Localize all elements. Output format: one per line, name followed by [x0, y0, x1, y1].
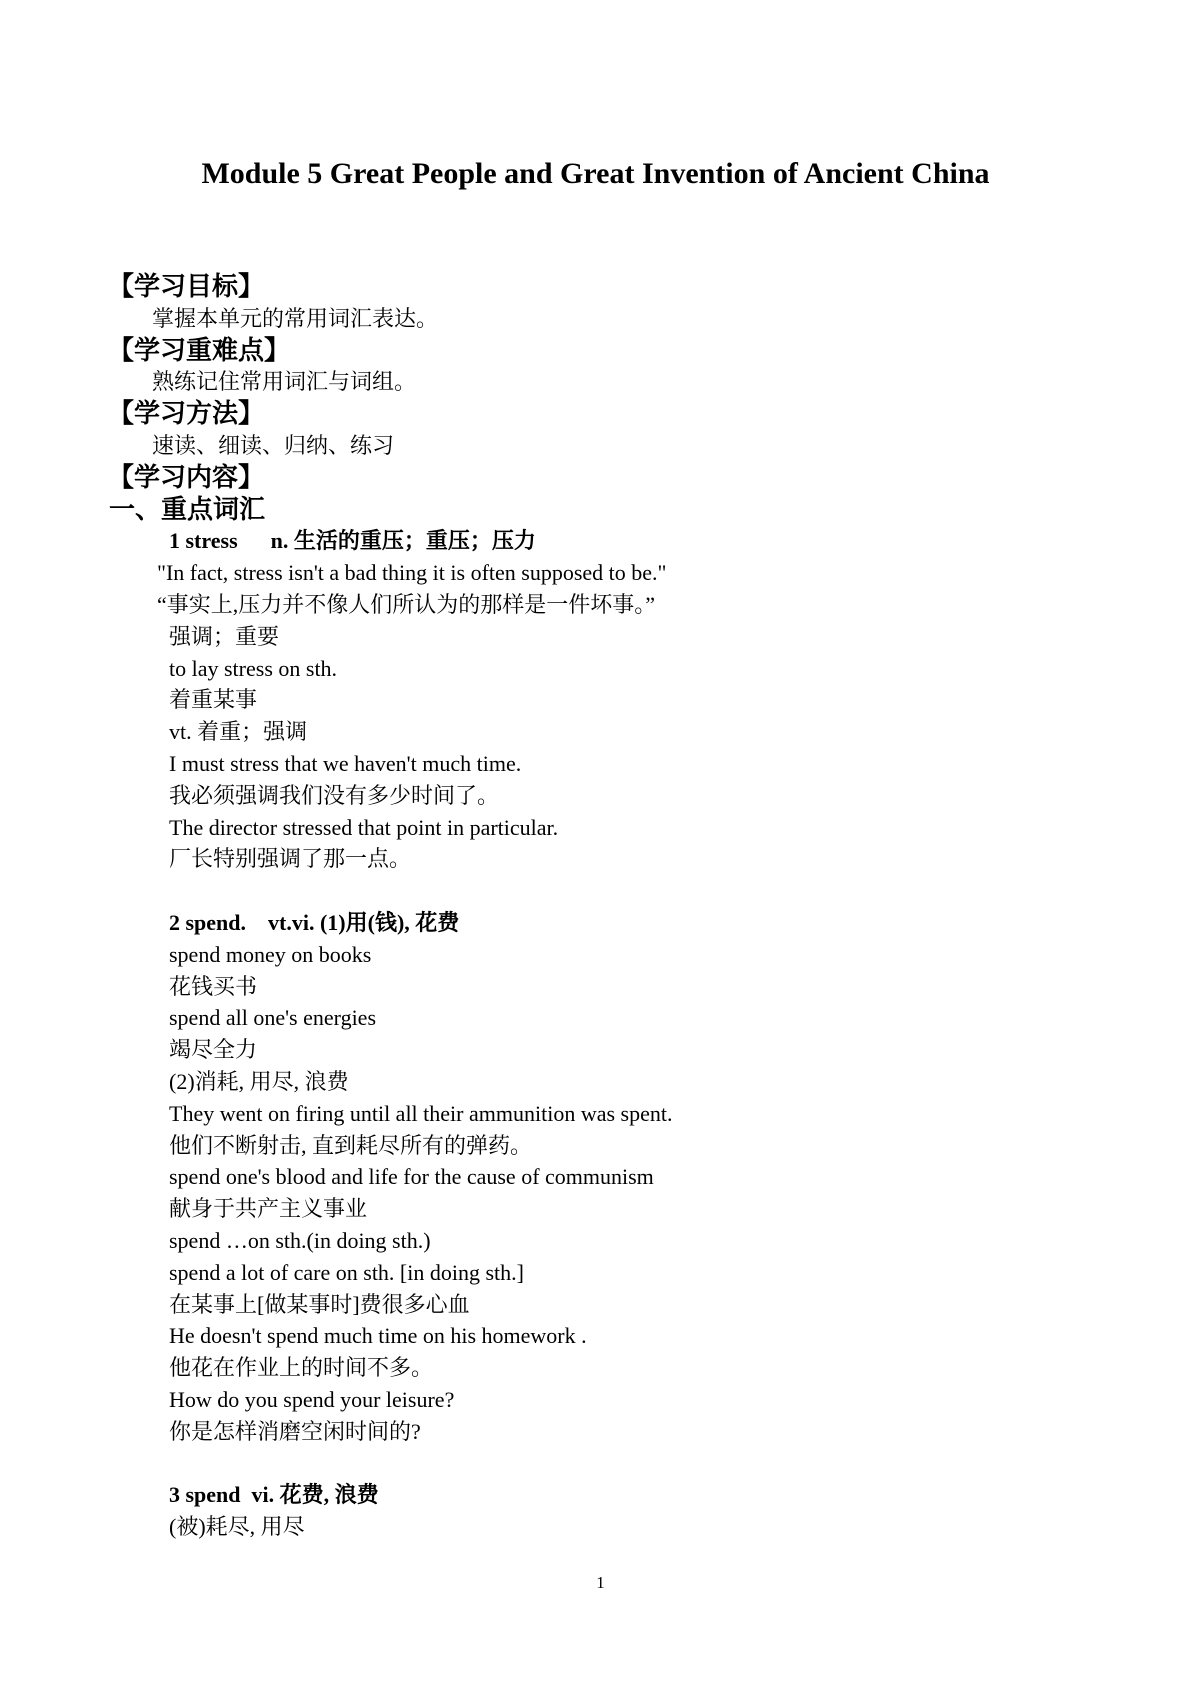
difficulty-heading: 【学习重难点】: [108, 335, 291, 365]
entry-2-headword: 2 spend. vt.vi. (1)用(钱), 花费: [169, 909, 460, 935]
entry-2-line: 他花在作业上的时间不多。: [169, 1355, 434, 1381]
entry-1-line: 我必须强调我们没有多少时间了。: [169, 782, 500, 808]
entry-2-line: spend money on books: [169, 941, 372, 967]
entry-2-line: spend all one's energies: [169, 1005, 377, 1031]
entry-1-line: I must stress that we haven't much time.: [169, 750, 522, 776]
vocab-heading: 一、重点词汇: [109, 494, 266, 524]
entry-1-line: 厂长特别强调了那一点。: [169, 846, 412, 872]
entry-1-line: 强调；重要: [169, 623, 280, 649]
page-number: 1: [596, 1573, 605, 1592]
entry-2-line: He doesn't spend much time on his homework .: [169, 1323, 587, 1349]
difficulty-text: 熟练记住常用词汇与词组。: [152, 369, 417, 395]
entry-2-line: spend …on sth.(in doing sth.): [169, 1227, 431, 1253]
entry-1-line: vt. 着重；强调: [169, 719, 308, 745]
entry-3-headword: 3 spend vi. 花费, 浪费: [169, 1482, 379, 1508]
entry-2-line: (2)消耗, 用尽, 浪费: [169, 1068, 349, 1094]
method-heading: 【学习方法】: [108, 399, 265, 429]
entry-2-line: 献身于共产主义事业: [169, 1196, 368, 1222]
goal-heading: 【学习目标】: [108, 272, 265, 301]
entry-2-line: spend one's blood and life for the cause of communism: [169, 1164, 654, 1190]
goal-text: 掌握本单元的常用词汇表达。: [152, 305, 439, 331]
entry-2-line: 你是怎样消磨空闲时间的?: [169, 1418, 421, 1444]
entry-1-line: The director stressed that point in particular.: [169, 814, 559, 840]
entry-1-quote-en: "In fact, stress isn't a bad thing it is often supposed to be.": [157, 560, 667, 586]
blank-line: [112, 1447, 1092, 1479]
entry-1-headword: 1 stress n. 生活的重压；重压；压力: [169, 528, 536, 554]
blank-line: [112, 875, 1092, 907]
entry-2-line: 竭尽全力: [169, 1037, 258, 1063]
entry-3-line: (被)耗尽, 用尽: [169, 1514, 305, 1540]
content-heading: 【学习内容】: [108, 462, 265, 492]
entry-1-line: 着重某事: [169, 687, 258, 713]
entry-2-line: 花钱买书: [169, 973, 258, 999]
entry-1-quote-zh: “事实上,压力并不像人们所认为的那样是一件坏事。”: [157, 591, 656, 617]
entry-1-line: to lay stress on sth.: [169, 655, 338, 681]
document-title: [0, 154, 1191, 194]
entry-2-line: 他们不断射击, 直到耗尽所有的弹药。: [169, 1132, 533, 1158]
entry-2-line: spend a lot of care on sth. [in doing sth.]: [169, 1259, 524, 1285]
document-body: [108, 271, 1092, 1543]
method-text: 速读、细读、归纳、练习: [152, 432, 395, 458]
entry-2-line: They went on firing until all their ammunition was spent.: [169, 1100, 673, 1126]
entry-2-line: 在某事上[做某事时]费很多心血: [169, 1291, 470, 1317]
document-title-text: Module 5 Great People and Great Invention of Ancient China: [201, 157, 990, 190]
entry-2-line: How do you spend your leisure?: [169, 1386, 455, 1412]
